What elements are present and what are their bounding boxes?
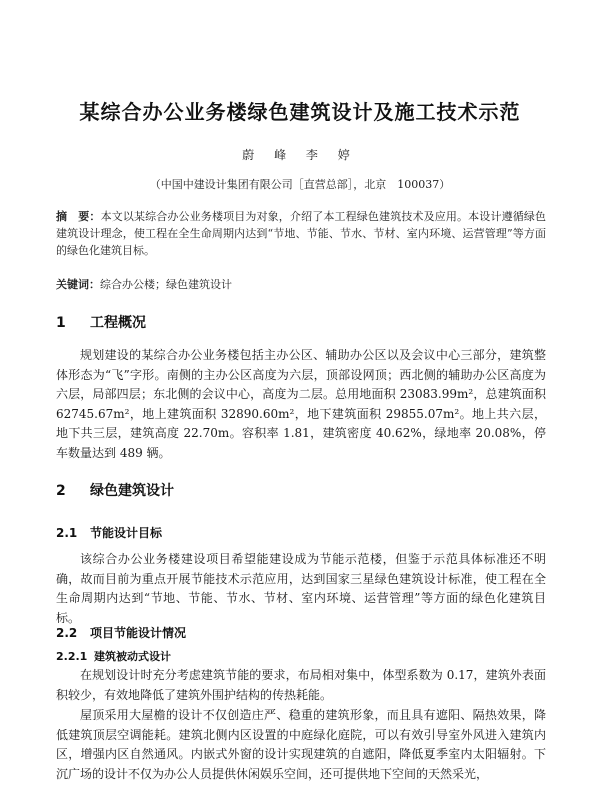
authors: 蔚 峰 李 婷 (242, 148, 358, 162)
section-2-title: 绿色建筑设计 (90, 483, 174, 499)
section-2-2-number: 2.2 (56, 626, 78, 640)
abstract-text: 本文以某综合办公业务楼项目为对象，介绍了本工程绿色建筑技术及应用。本设计遵循绿色建筑设计理念，使工程在全生命周期内达到“节地、节能、节水、节材、室内环境、运营管理”等方面的绿色化建筑目标。 (56, 210, 547, 257)
section-2-2-1-number: 2.2.1 (56, 650, 88, 663)
keywords-text: 综合办公楼；绿色建筑设计 (100, 278, 232, 291)
keywords-label: 关键词： (56, 278, 100, 291)
section-2-2-1-paragraph-2: 屋顶采用大屋檐的设计不仅创造庄严、稳重的建筑形象，而且具有遮阳、隔热效果，降低建筑顶层空调能耗。建筑北侧内区设置的中庭绿化庭院，可以有效引导室外风进入建筑内区，增强内区自然通风。内嵌式外窗的设计实现建筑的自遮阳，降低夏季室内太阳辐射。下沉广场的设计不仅为办公人员提供休闲娱乐空间，还可提供地下空间的天然采光， (56, 708, 546, 781)
section-2-2-heading (56, 624, 186, 641)
section-1-title: 工程概况 (90, 315, 146, 331)
section-2-2-title: 项目节能设计情况 (90, 626, 187, 640)
section-2-2-1-paragraph-1: 在规划设计时充分考虑建筑节能的要求，布局相对集中，体型系数为 0.17，建筑外表面积较少，有效地降低了建筑外围护结构的传热耗能。 (56, 668, 546, 702)
affiliation: （中国中建设计集团有限公司［直营总部］，北京 100037） (149, 178, 451, 191)
paper-title: 某综合办公业务楼绿色建筑设计及施工技术示范 (79, 100, 521, 124)
section-2-1-number: 2.1 (56, 526, 78, 540)
section-2-heading (56, 480, 174, 500)
abstract-label: 摘 要： (56, 210, 101, 223)
section-2-1-paragraph: 该综合办公业务楼建设项目希望能建设成为节能示范楼，但鉴于示范具体标准还不明确，故而目前为重点开展节能技术示范应用，达到国家三星绿色建筑设计标准，使工程在全生命周期内达到“节地、节能、节水、节材、室内环境、运营管理”等方面的绿色化建筑目标。 (56, 552, 546, 625)
section-1-heading (56, 312, 146, 332)
section-2-2-1-title: 建筑被动式设计 (94, 650, 171, 663)
section-2-1-heading (56, 524, 162, 541)
section-2-2-1-heading (56, 648, 171, 664)
section-2-number: 2 (56, 483, 66, 499)
section-1-number: 1 (56, 315, 66, 331)
keywords (56, 276, 546, 293)
section-1-paragraph: 规划建设的某综合办公业务楼包括主办公区、辅助办公区以及会议中心三部分，建筑整体形态为“飞”字形。南侧的主办公区高度为六层，顶部设网顶；西北侧的辅助办公区高度为六层，局部四层；东北侧的会议中心，高度为二层。总用地面积 23083.99m²，总建筑面积 62745.67m²，地上建筑面积 32890.60m²，地下建筑面积 29855.07m²。地上共六层，地下共三层，建筑高度 22.70m。容积率 1.81，建筑密度 40.62%，绿地率 20.08%，停车数量达到 489 辆。 (56, 348, 546, 460)
abstract (56, 208, 546, 259)
section-2-1-title: 节能设计目标 (90, 526, 163, 540)
